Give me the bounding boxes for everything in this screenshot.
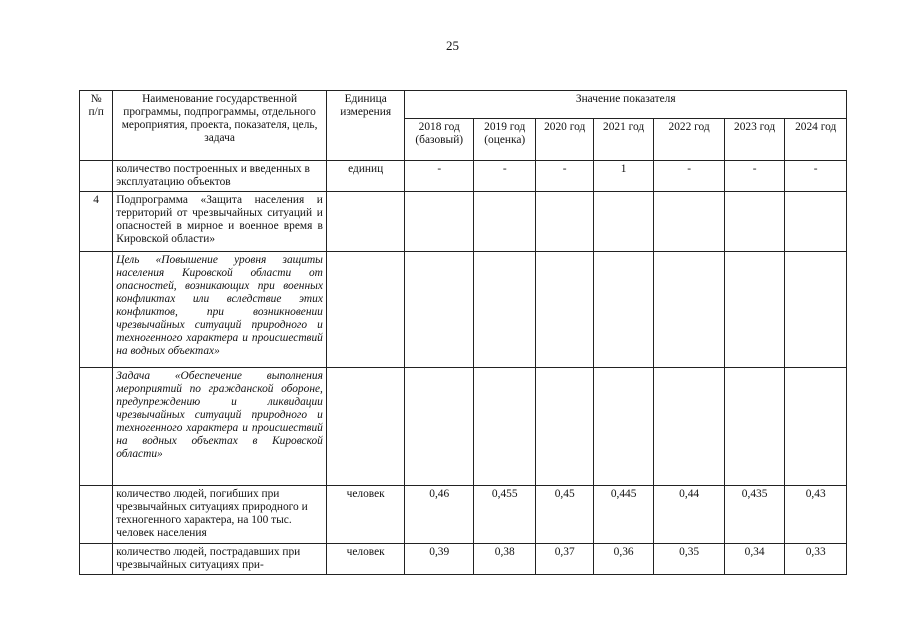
row-value: 0,35 — [654, 544, 725, 575]
header-values: Значение показателя — [405, 91, 847, 119]
header-year: 2024 год — [785, 119, 847, 161]
row-value: - — [536, 161, 593, 192]
row-value: 0,39 — [405, 544, 474, 575]
table-row — [80, 368, 847, 486]
row-value: - — [785, 161, 847, 192]
row-value — [593, 252, 653, 368]
row-value — [474, 192, 536, 252]
row-unit — [326, 368, 405, 486]
row-value — [724, 252, 784, 368]
row-value: - — [474, 161, 536, 192]
row-value: 0,455 — [474, 486, 536, 544]
header-year: 2018 год (базовый) — [405, 119, 474, 161]
indicator-table — [79, 90, 847, 575]
row-value: - — [724, 161, 784, 192]
table-row — [80, 486, 847, 544]
row-name: количество людей, пострадавших при чрезвычайных ситуациях при- — [113, 544, 327, 575]
row-value: - — [654, 161, 725, 192]
row-value: 0,435 — [724, 486, 784, 544]
row-value — [405, 252, 474, 368]
row-number — [80, 252, 113, 368]
row-value: 0,45 — [536, 486, 593, 544]
row-value — [724, 368, 784, 486]
row-number — [80, 486, 113, 544]
table-row — [80, 192, 847, 252]
row-value — [785, 252, 847, 368]
row-value — [405, 368, 474, 486]
row-value — [536, 368, 593, 486]
row-unit: единиц — [326, 161, 405, 192]
row-value — [593, 368, 653, 486]
row-name: Задача «Обеспечение выполнения мероприятий по гражданской обороне, предупреждению и ликвидации чрезвычайных ситуаций природного и техногенного характера и происшествий на водных объектах в Кировской области» — [113, 368, 327, 486]
row-value: 0,33 — [785, 544, 847, 575]
header-number: № п/п — [80, 91, 113, 161]
header-year: 2020 год — [536, 119, 593, 161]
table-row — [80, 544, 847, 575]
header-year: 2023 год — [724, 119, 784, 161]
row-value: 0,46 — [405, 486, 474, 544]
row-value: 0,44 — [654, 486, 725, 544]
row-value — [536, 192, 593, 252]
page-number: 25 — [446, 38, 459, 53]
row-value: 0,34 — [724, 544, 784, 575]
row-value — [474, 252, 536, 368]
row-name: количество построенных и введенных в эксплуатацию объектов — [113, 161, 327, 192]
row-value: 0,36 — [593, 544, 653, 575]
row-value: 1 — [593, 161, 653, 192]
header-year: 2022 год — [654, 119, 725, 161]
row-value: 0,445 — [593, 486, 653, 544]
row-value — [593, 192, 653, 252]
header-name: Наименование государственной программы, подпрограммы, отдельного мероприятия, проекта, показателя, цель, задача — [113, 91, 327, 161]
row-value — [536, 252, 593, 368]
row-value — [654, 252, 725, 368]
table-row — [80, 161, 847, 192]
row-unit: человек — [326, 486, 405, 544]
row-value — [474, 368, 536, 486]
row-name: количество людей, погибших при чрезвычайных ситуациях природного и техногенного характера, на 100 тыс. человек населения — [113, 486, 327, 544]
row-value — [654, 192, 725, 252]
row-value — [785, 368, 847, 486]
header-unit: Единица измерения — [326, 91, 405, 161]
header-year: 2019 год (оценка) — [474, 119, 536, 161]
table-header-row — [80, 91, 847, 119]
row-name: Цель «Повышение уровня защиты населения Кировской области от опасностей, возникающих при военных конфликтах или вследствие этих конфликтов, при возникновении чрезвычайных ситуаций природного и техногенного характера и происшествий на водных объектах» — [113, 252, 327, 368]
table-row — [80, 252, 847, 368]
header-year: 2021 год — [593, 119, 653, 161]
row-number: 4 — [80, 192, 113, 252]
row-value — [724, 192, 784, 252]
row-unit — [326, 192, 405, 252]
row-name: Подпрограмма «Защита населения и территорий от чрезвычайных ситуаций и опасностей в мирное и военное время в Кировской области» — [113, 192, 327, 252]
row-unit: человек — [326, 544, 405, 575]
row-value: 0,38 — [474, 544, 536, 575]
row-value — [405, 192, 474, 252]
row-value — [785, 192, 847, 252]
row-value: 0,37 — [536, 544, 593, 575]
row-unit — [326, 252, 405, 368]
row-value — [654, 368, 725, 486]
row-number — [80, 368, 113, 486]
row-number — [80, 544, 113, 575]
row-value: 0,43 — [785, 486, 847, 544]
row-number — [80, 161, 113, 192]
row-value: - — [405, 161, 474, 192]
